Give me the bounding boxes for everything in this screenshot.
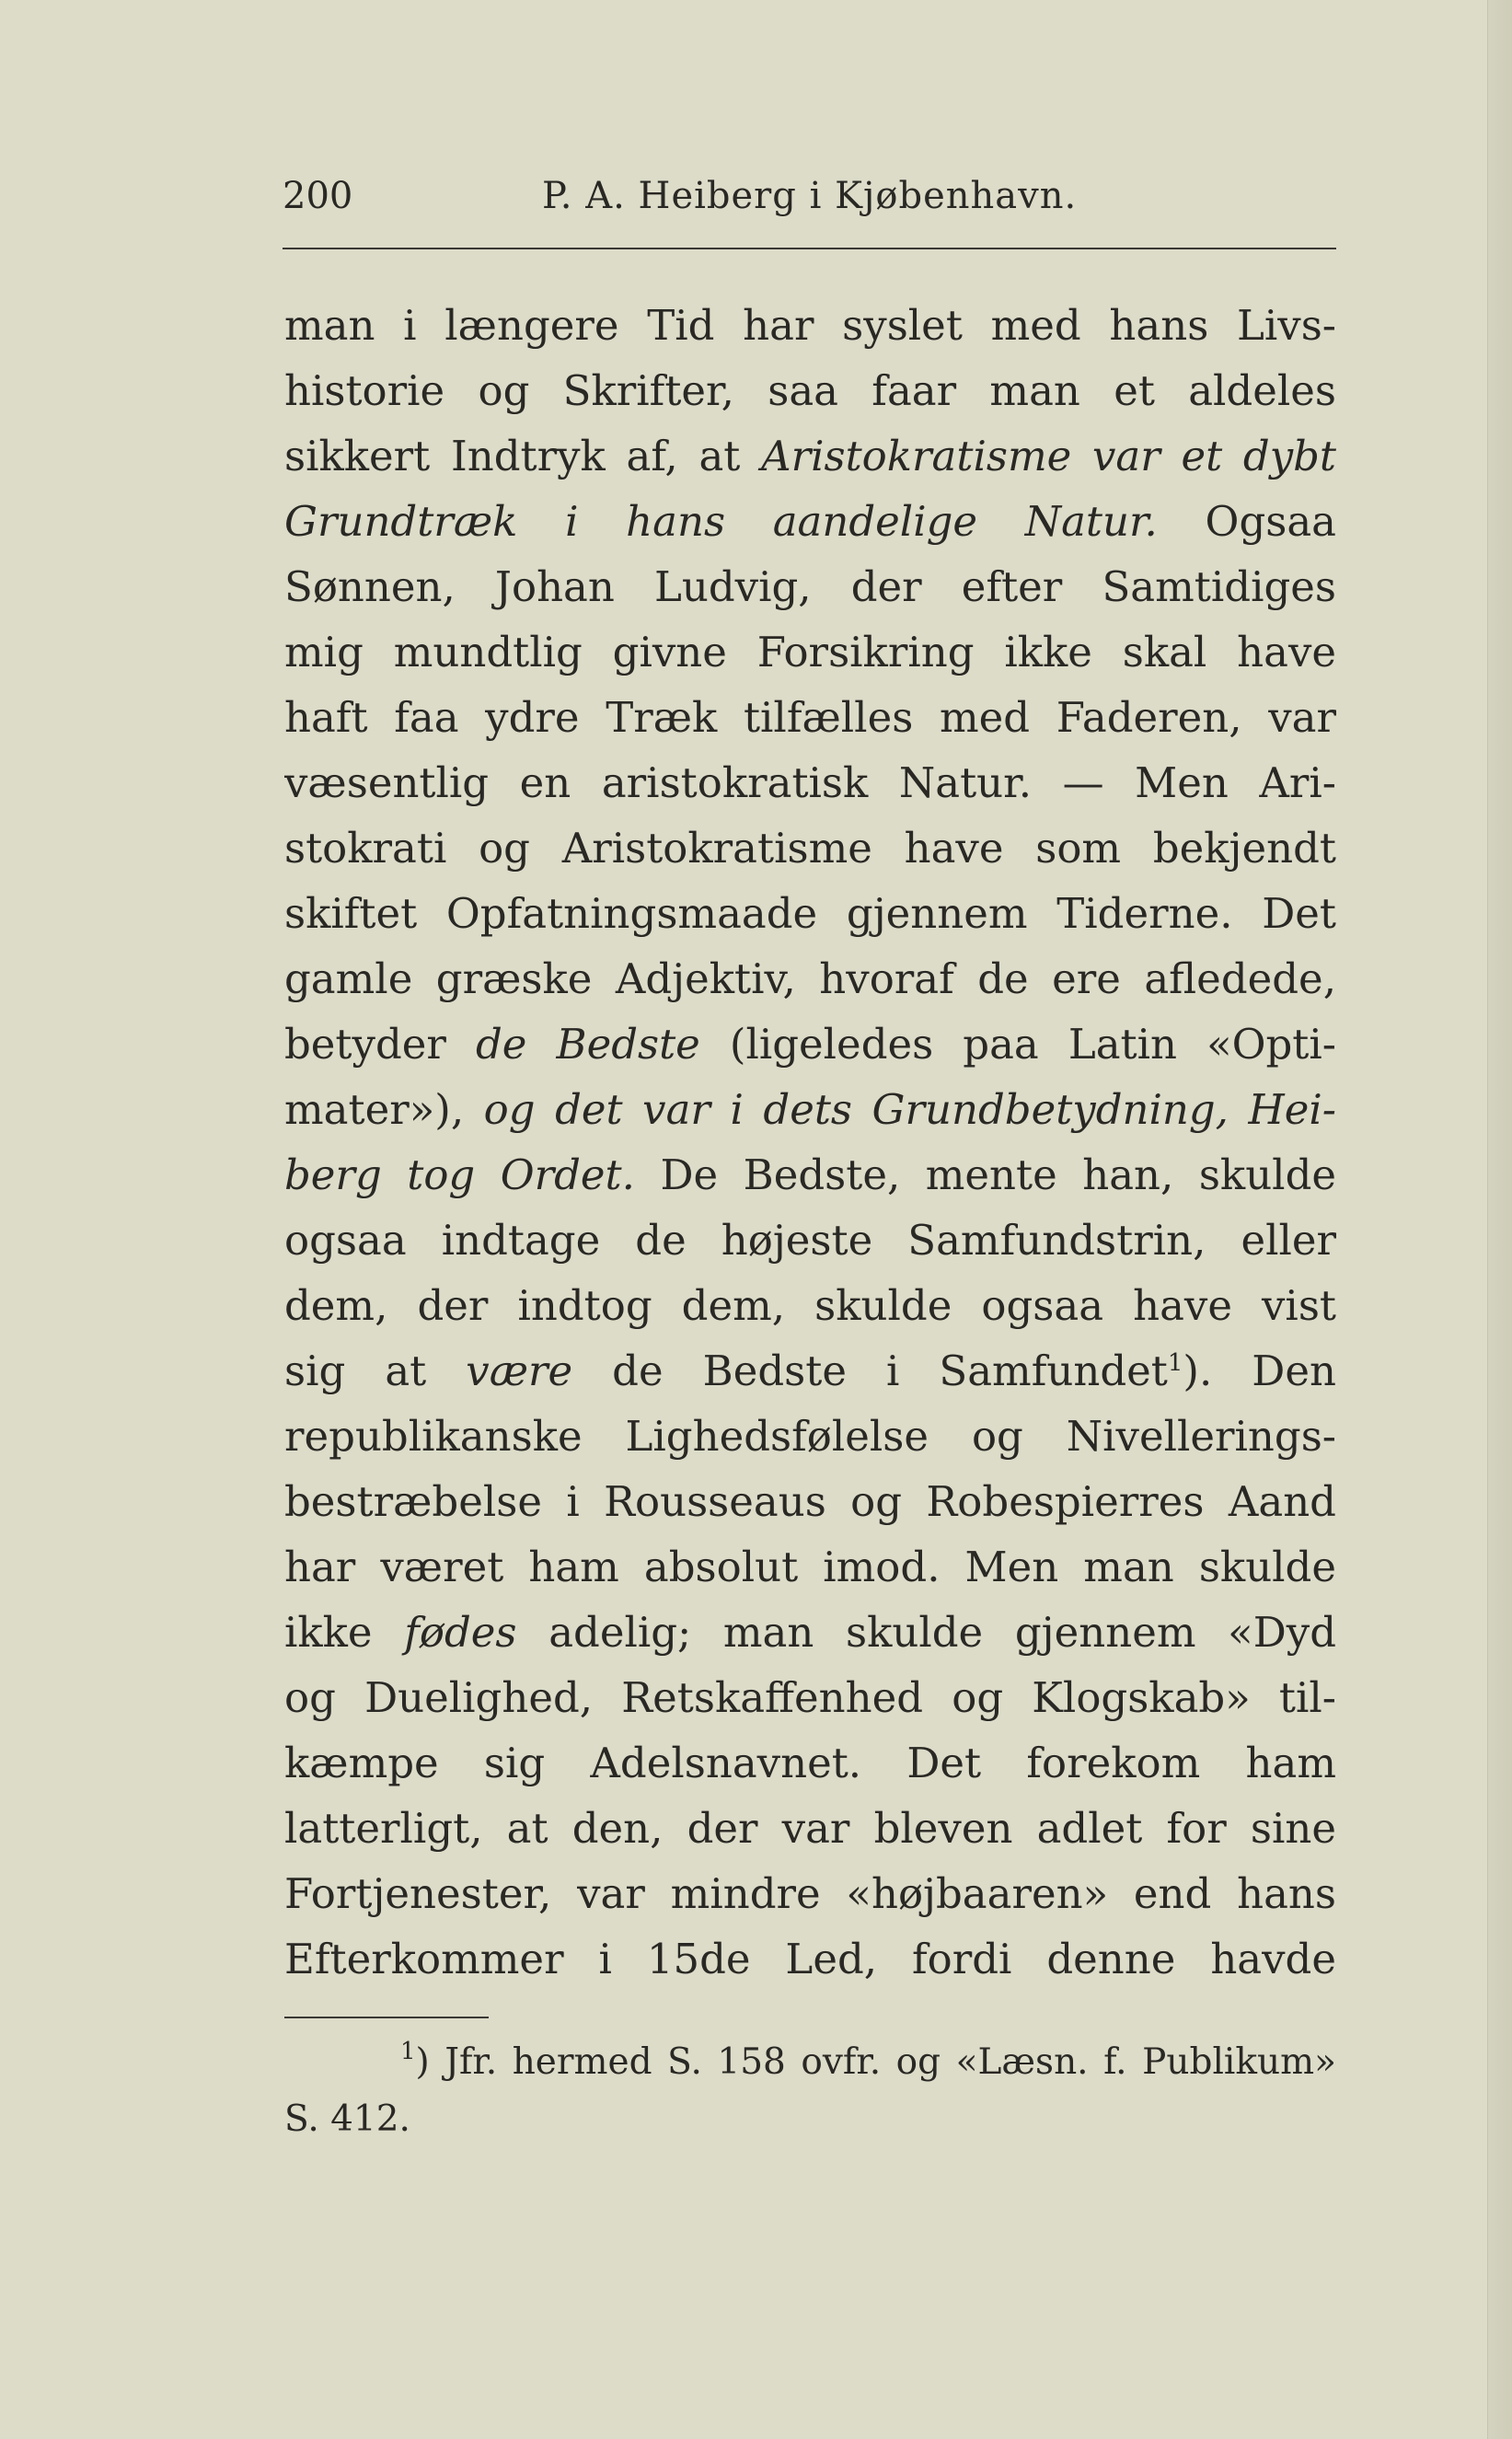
text-line: republikanske Lighedsfølelse og Nivellerings- <box>284 1412 1336 1461</box>
text-line: Grundtræk i hans aandelige Natur. Ogsaa <box>284 497 1336 546</box>
text-line: mater»), og det var i dets Grundbetydning, Hei- <box>284 1085 1336 1134</box>
text-line: historie og Skrifter, saa faar man et aldeles <box>284 366 1336 415</box>
text-line: man i længere Tid har syslet med hans Livs- <box>284 301 1336 350</box>
text-line: og Duelighed, Retskaffenhed og Klogskab» til- <box>284 1673 1336 1722</box>
text-line: gamle græske Adjektiv, hvoraf de ere afledede, <box>284 954 1336 1003</box>
footnote-rule <box>284 2017 489 2018</box>
text-line: væsentlig en aristokratisk Natur. — Men Ari- <box>284 758 1336 807</box>
text-line: dem, der indtog dem, skulde ogsaa have vist <box>284 1281 1336 1330</box>
text-line: berg tog Ordet. De Bedste, mente han, skulde <box>284 1150 1336 1199</box>
page-number: 200 <box>283 175 353 217</box>
text-line: stokrati og Aristokratisme have som bekjendt <box>284 824 1336 873</box>
text-line: ogsaa indtage de højeste Samfundstrin, eller <box>284 1216 1336 1265</box>
footnote-marker: 1 <box>400 2038 416 2065</box>
text-line: har været ham absolut imod. Men man skulde <box>284 1543 1336 1591</box>
text-line: Efterkommer i 15de Led, fordi denne havde <box>284 1935 1336 1983</box>
italic-phrase: Aristokratisme var et dybt <box>761 432 1336 480</box>
text-line: sig at være de Bedste i Samfundet$^1$). Den <box>284 1347 1336 1395</box>
italic-phrase: Grundtræk i hans aandelige Natur. <box>284 497 1158 546</box>
footnote-line: $^1$) Jfr. hermed S. 158 ovfr. og «Læsn. f. Publikum» <box>400 2038 1336 2083</box>
text-line: latterligt, at den, der var bleven adlet for sine <box>284 1804 1336 1853</box>
text-line: sikkert Indtryk af, at Aristokratisme var et dybt <box>284 432 1336 480</box>
italic-phrase: og det var i dets Grundbetydning, Hei- <box>483 1085 1336 1134</box>
text-line: betyder de Bedste (ligeledes paa Latin «Opti- <box>284 1020 1336 1069</box>
italic-phrase: være <box>466 1347 573 1395</box>
text-line: haft faa ydre Træk tilfælles med Faderen, var <box>284 693 1336 742</box>
text-line: bestræbelse i Rousseaus og Robespierres Aand <box>284 1477 1336 1526</box>
text-line: Fortjenester, var mindre «højbaaren» end hans <box>284 1869 1336 1918</box>
running-title: P. A. Heiberg i Kjøbenhavn. <box>542 175 1078 217</box>
footnote-line: S. 412. <box>284 2098 410 2140</box>
text-line: Sønnen, Johan Ludvig, der efter Samtidiges <box>284 562 1336 611</box>
page-edge <box>1487 0 1512 2439</box>
footnotes <box>284 2034 1336 2148</box>
text-line: skiftet Opfatningsmaade gjennem Tiderne. Det <box>284 889 1336 938</box>
page-header <box>283 175 1332 223</box>
italic-phrase: fødes <box>404 1608 517 1657</box>
text-line: ikke fødes adelig; man skulde gjennem «Dyd <box>284 1608 1336 1657</box>
italic-phrase: de Bedste <box>475 1020 700 1069</box>
text-line: kæmpe sig Adelsnavnet. Det forekom ham <box>284 1739 1336 1787</box>
body-text <box>284 293 1336 1992</box>
header-rule <box>283 248 1336 249</box>
footnote-reference: 1 <box>1167 1349 1183 1377</box>
text-line: mig mundtlig givne Forsikring ikke skal have <box>284 628 1336 676</box>
italic-phrase: berg tog Ordet. <box>284 1150 635 1199</box>
